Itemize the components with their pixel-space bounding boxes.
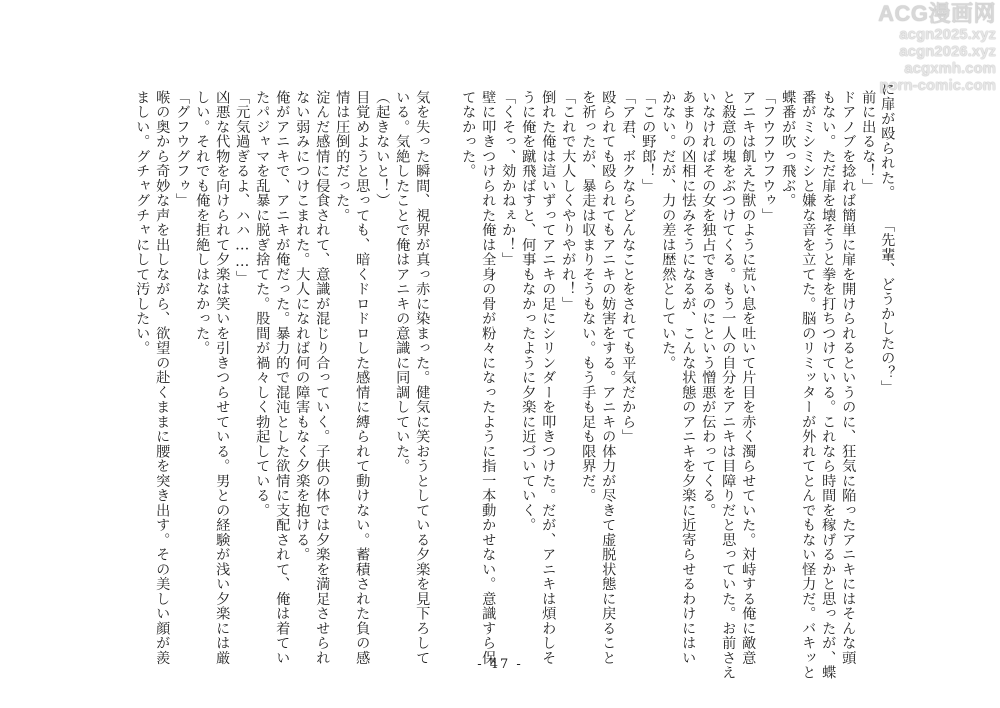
text-line: 凶悪な代物を向けられて夕楽は笑いを引きつらせている。男との経験が浅い夕楽には厳 xyxy=(214,90,231,666)
text-line: 「ア君、ボクならどんなことをされても平気だから」 xyxy=(620,90,637,444)
text-line: 「これで大人しくやりやがれ！」 xyxy=(560,90,577,312)
text-line: たパジャマを乱暴に脱ぎ捨てた。股間が禍々しく勃起している。 xyxy=(254,90,271,518)
text-line: （起きないと！） xyxy=(374,90,391,208)
text-line: 気を失った瞬間、視界が真っ赤に染まった。健気に笑おうとしている夕楽を見下ろして xyxy=(414,90,431,666)
text-line: 「フウフウフウゥ」 xyxy=(760,90,777,223)
watermark-url: acgxmh.com xyxy=(904,60,996,77)
text-line: アニキは飢えた獣のように荒い息を吐いて片目を赤く濁らせていた。対峙する俺に敵意 xyxy=(740,90,757,666)
text-line: 殴られても殴られてもアニキの妨害をする。アニキの体力が尽きて虚脱状態に戻ること xyxy=(600,90,617,666)
text-line: もない。ただ扉を壊そうと拳を打ちつけている。これなら時間を稼げるかと思ったが、蝶 xyxy=(820,90,837,680)
text-line: 番がミシミシと嫌な音を立てた。脳のリミッターが外れてとんでもない怪力だ。バキッと xyxy=(800,90,817,680)
watermark-url: acgn2025.xyz xyxy=(899,26,996,43)
text-line: ない弱みにつけこまれた。大人になれば何の障害もなく夕楽を抱ける。 xyxy=(294,90,311,562)
text-line: 壁に叩きつけられた俺は全身の骨が粉々になったように指一本動かせない。意識すら保 xyxy=(480,90,497,666)
text-line: 喉の奥から奇妙な声を出しながら、欲望の赴くままに腰を突き出す。その美しい顔が羨 xyxy=(154,90,171,666)
text-line: 淀んだ感情に侵食されて、意識が混じり合っていく。子供の体では夕楽を満足させられ xyxy=(314,90,331,666)
text-line: あまりの凶相に怯みそうになるが、こんな状態のアニキを夕楽に近寄らせるわけにはい xyxy=(680,90,697,666)
text-line: 蝶番が吹っ飛ぶ。 xyxy=(780,90,797,208)
text-line: 目覚めようと思っても、暗くドロドロした感情に縛られて動けない。蓄積された負の感 xyxy=(354,90,371,666)
text-line: を祈ったが、暴走は収まりそうもない。もう手も足も限界だ。 xyxy=(580,90,597,503)
text-line: しい。それでも俺を拒絶しはなかった。 xyxy=(194,90,211,356)
text-line: ドアノブを捻れば簡単に扉を開けられるというのに、狂気に陥ったアニキにはそんな頭 xyxy=(840,90,857,666)
text-line: かない。だが、力の差は歴然としていた。 xyxy=(660,90,677,371)
text-line: 俺がアニキで、アニキが俺だった。暴力的で混沌とした欲情に支配されて、俺は着てい xyxy=(274,90,291,666)
site-watermark xyxy=(838,2,996,94)
text-line: 「元気過ぎるよ、ハハ……」 xyxy=(234,90,251,286)
page-number: - 47 - xyxy=(477,657,523,672)
watermark-url: acgn2026.xyz xyxy=(899,43,996,60)
text-line: 「グフウグフゥ」 xyxy=(174,90,191,208)
text-line: 「この野郎！」 xyxy=(640,90,657,194)
text-line: 「くそっ、効かねぇか！」 xyxy=(500,90,517,267)
text-line: 倒れた俺は這いずってアニキの足にシリンダーを叩きつけた。だが、アニキは煩わしそ xyxy=(540,90,557,666)
text-line: うに俺を蹴飛ばすと、何事もなかったように夕楽に近づいていく。 xyxy=(520,90,537,533)
text-line: 情は圧倒的だった。 xyxy=(334,90,351,223)
watermark-url: porn-comic.com xyxy=(879,77,996,94)
text-line: てなかった。 xyxy=(460,90,477,179)
text-line: 前に出るな！」 xyxy=(860,90,877,194)
text-line: いる。気絶したことで俺はアニキの意識に同調していた。 xyxy=(394,90,411,474)
text-line: 「先輩、どうかしたの？」 xyxy=(879,218,896,395)
watermark-logo: ACG漫画网 xyxy=(878,1,996,26)
text-line: と殺意の塊をぶつけてくる。もう一人の自分をアニキは目障りだと思っていた。お前さえ xyxy=(720,90,737,680)
text-line: いなければその女を独占できるのにという憎悪が伝わってくる。 xyxy=(700,90,717,518)
text-line: ましい。グチャグチャにして汚したい。 xyxy=(134,90,151,356)
text-line: に扉が殴られた。 xyxy=(879,82,896,200)
